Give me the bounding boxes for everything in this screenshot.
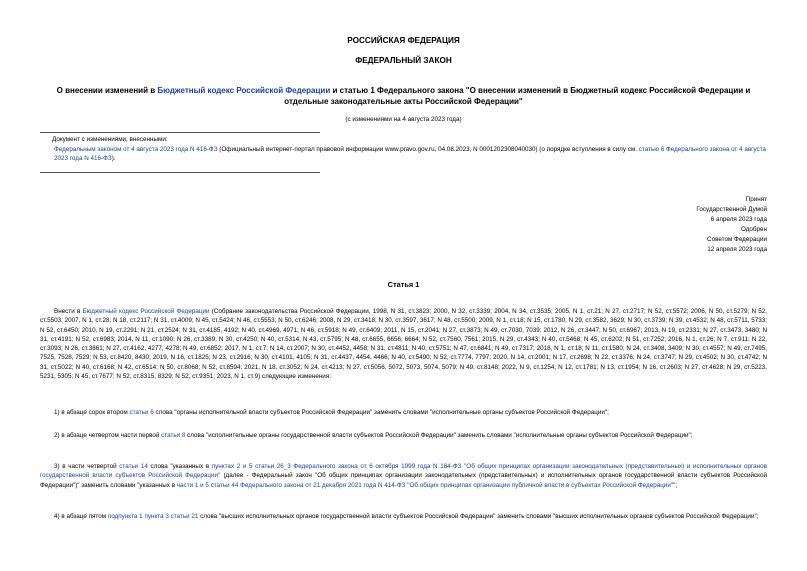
amendment-source: (Официальный интернет-портал правовой информации www.pravo.gov.ru, 04.08.2023, N 0001202308040030) (о порядке вступления в силу см. [217, 145, 639, 153]
adoption-line: Принят [745, 196, 767, 203]
amendment-end: ). [111, 155, 116, 162]
title-prefix: О внесении изменений в [56, 86, 158, 95]
item4-text: слова "высших исполнительных органов государственной власти субъектов Российской Федерации" заменить словами "высших исполнительных органов субъектов Российской Федерации"; [198, 513, 759, 520]
item4-prefix: 4) в абзаце пятом [54, 513, 108, 520]
adoption-line: Одобрен [740, 226, 767, 233]
item2-prefix: 2) в абзаце четвертом части первой [54, 432, 162, 439]
law-type-heading: ФЕДЕРАЛЬНЫЙ ЗАКОН [355, 56, 452, 65]
edition-note: (с изменениями на 4 августа 2023 года) [345, 116, 462, 123]
law-414-fz-link[interactable]: части 1 и 5 статьи 44 Федерального закона от 21 декабря 2021 года N 414-ФЗ "Об общих принципах организации публичной власти в субъектах Российской Федерации" [176, 481, 674, 489]
entry-into-force-link[interactable]: статью 6 Федерального закона от 4 августа 2023 года N 416-ФЗ [54, 145, 767, 162]
article-21-link[interactable]: подпункта 1 пункта 3 статьи 21 [107, 513, 199, 520]
amendment-info [52, 135, 772, 164]
adoption-line: Государственной Думой [696, 206, 767, 213]
list-item [40, 408, 767, 417]
item3-text3: "; [673, 481, 678, 489]
article-main-paragraph [40, 307, 767, 381]
main-citations: (Собрание законодательства Российской Федерации, 1998, N 31, ст.3823; 2000, N 32, ст.3339; 2004, N 34, ст.3535; 2005, N 1, ст.21; N 27, ст.2717; N 52, ст.5572; 2006, N 50, ст.5279; N 52, ст.5503; 2007, N 1, ст.28; N 18, ст.2117; N 31, ст.4009; N 45, ст.5424; N 46, ст.5553; N 50, ст.6246; 2008, N 29, ст.3418; N 30, ст.3597, 3617; N 48, ст.5500; 2009, N 1, ст.18; N 15, ст.1780; N 29, ст.3582, 3629; N 30, ст.3739; N 39, ст.4532; N 48, ст.5711, 5733; N 52, ст.6450; 2010, N 19, ст.2291; N 21, ст.2524; N 31, ст.4185, 4192; N 40, ст.4969, 4971; N 46, ст.5918; N 49, ст.6409; 2011, N 15, ст.2041; N 27, ст.3873; N 49, ст.7030, 7039; 2012, N 26, ст.3447; N 50, ст.6967; 2013, N 19, ст.2331; N 27, ст.3473, 3480; N 31, ст.4191; N 52, ст.6983; 2014, N 11, ст.1090; N 26, ст.3389; N 30, ст.4250; N 40, ст.5314; N 43, ст.5795; N 48, ст.6655, 6656, 6664; N 52, ст.7560, 7561; 2015, N 29, ст.4343; N 40, ст.5468; N 45, ст.6202; N 51, ст.7252; 2016, N 1, ст.26; N 7, ст.911; N 22, ст.3093; N 26, ст.3861; N 27, ст.4162, 4277, 4278; N 49, ст.6852; 2017, N 1, ст.7; N 14, ст.2007; N 30, ст.4452, 4458; N 31, ст.4811; N 40, ст.5751; N 47, ст.6841; N 49, ст.7317; 2018, N 1, ст.18; N 11, ст.1580; N 24, ст.3408, 3409; N 30, ст.4557; N 49, ст.7495, 7525, 7528, 7529; N 53, ст.8420, 8430; 2019, N 16, ст.1825; N 23, ст.2916; N 30, ст.4101, 4105; N 31, ст.4437, 4454, 4466; N 40, ст.5490; N 52, ст.7774, 7797; 2020, N 14, ст.2001; N 17, ст.2698; N 22, ст.3376; N 24, ст.3747; N 29, ст.4502; N 30, ст.4742; N 31, ст.5022; N 40, ст.6168; N 42, ст.6514; N 50, ст.8068; N 52, ст.8594; 2021, N 18, ст.3052; N 24, ст.4213; N 27, ст.5056, 5072, 5073, 5074, 5079; N 49, ст.8148; 2022, N 9, ст.1254; N 12, ст.1781; N 13, ст.1954; N 16, ст.2603; N 27, ст.4628; N 29, ст.5223, 5231, 5305; N 45, ст.7677; N 52, ст.8315, 8329; N 52, ст.9351; 2023, N 1, ст.9) следующие изменения: [40, 308, 767, 381]
item1-text: слова "органы исполнительной власти субъектов Российской Федерации" заменить словами "исполнительные органы субъектов Российской Федерации"; [153, 409, 609, 416]
adoption-line: 6 апреля 2023 года [710, 216, 767, 223]
amendment-text [52, 145, 772, 164]
item3-prefix: 3) в части четвертой [54, 463, 120, 470]
budget-code-link[interactable]: Бюджетный кодекс Российской Федерации [157, 86, 331, 95]
budget-code-link-2[interactable]: Бюджетный кодекс Российской Федерации [82, 308, 210, 315]
law-184-fz-link[interactable]: пунктах 2 и 5 статьи 26_3 Федерального закона от 6 октября 1999 года N 184-ФЗ "Об общих принципах организации законодательных (представительных) и исполнительных органов государственной власти субъектов Российской Федерации" [40, 463, 767, 480]
article-heading: Статья 1 [387, 280, 420, 289]
adoption-block [696, 195, 767, 255]
item2-text: слова "исполнительные органы государственной власти субъектов Российской Федерации" заменить словами "исполнительные органы субъектов Российской Федерации"; [185, 432, 693, 439]
item1-prefix: 1) в абзаце сорок втором [54, 409, 130, 416]
item3-text1: слова "указанных в [147, 463, 212, 470]
article-14-link[interactable]: статьи 14 [119, 463, 148, 470]
list-item [40, 462, 767, 490]
adoption-line: 12 апреля 2023 года [707, 246, 767, 253]
list-item [40, 512, 767, 521]
article-8-link[interactable]: статьи 8 [161, 432, 186, 439]
amendment-label: Документ с изменениями, внесенными: [52, 136, 168, 143]
amending-law-link[interactable]: Федеральным законом от 4 августа 2023 года N 416-ФЗ [54, 145, 218, 153]
item3-text2: (далее - Федеральный закон "Об общих принципах организации законодательных (представительных) и исполнительных органов государственной власти субъектов Российской Федерации")" заменить словами "указанных в [40, 472, 768, 489]
title-rest: и статью 1 Федерального закона "О внесении изменений в Бюджетный кодекс Российской Федерации и отдельные законодательные акты Российской Федерации" [284, 86, 751, 106]
adoption-line: Советом Федерации [707, 236, 767, 243]
separator-bottom [40, 172, 320, 173]
article-6-link[interactable]: статьи 6 [129, 409, 154, 416]
separator-top [40, 132, 320, 133]
list-item [40, 431, 767, 440]
country-heading: РОССИЙСКАЯ ФЕДЕРАЦИЯ [347, 36, 460, 45]
main-prefix: Внести в [54, 308, 83, 315]
document-title [40, 85, 767, 107]
